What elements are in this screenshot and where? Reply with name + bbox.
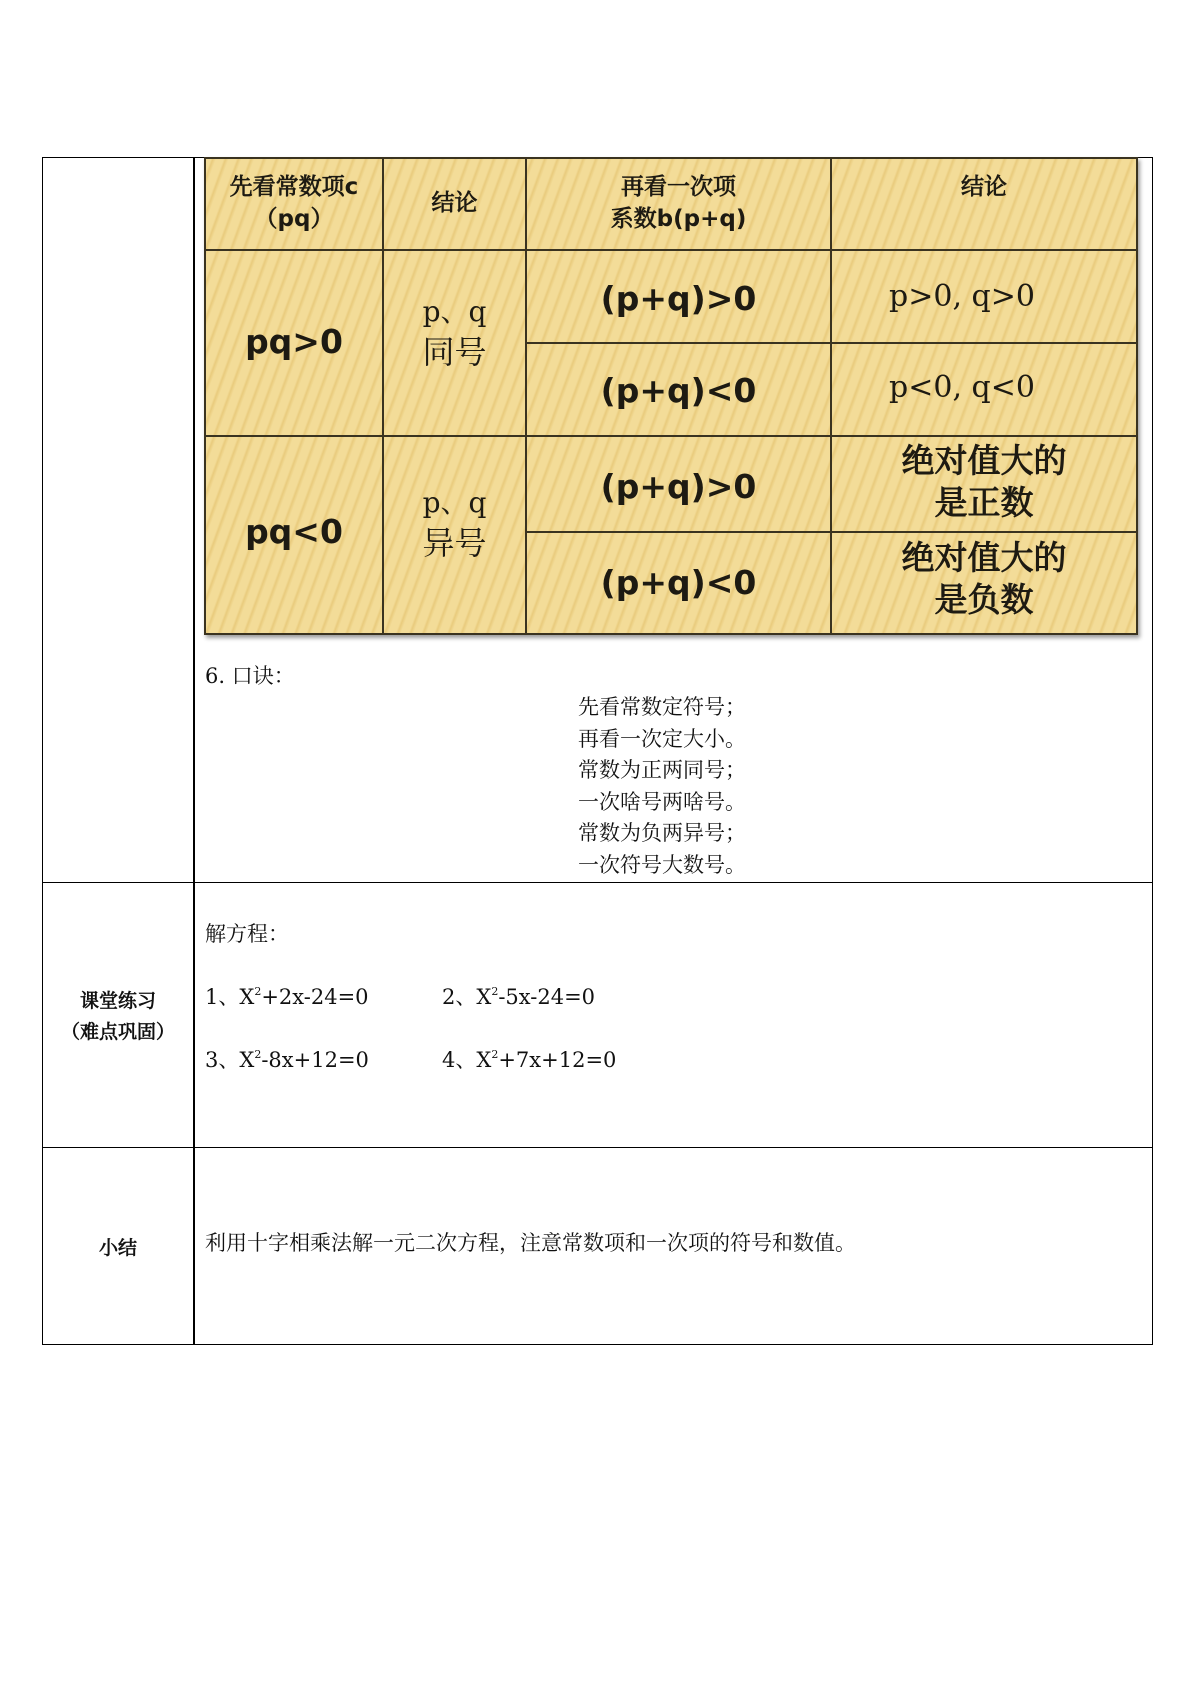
grid-line: [525, 531, 1138, 533]
header-linear-coefficient: [527, 171, 830, 235]
result-larger-abs-negative: [832, 537, 1136, 621]
rhyme-title: 6. 口诀：: [205, 664, 295, 688]
result-both-negative: p<0, q<0: [889, 370, 1035, 405]
grid-line: [204, 157, 1138, 159]
conclusion-line1: p、q: [422, 295, 487, 328]
problem-expression: +7x+12=0: [498, 1048, 617, 1072]
summary-label: [43, 1233, 193, 1264]
rhyme-lines: [578, 692, 746, 881]
header-conclusion-2: 结论: [961, 174, 1007, 200]
problem-exponent: 2: [491, 985, 499, 998]
problem-exponent: 2: [491, 1048, 499, 1061]
rhyme-line: 一次啥号两啥号。: [578, 789, 746, 814]
header-conclusion-1: 结论: [431, 190, 478, 216]
grid-line: [204, 249, 1138, 251]
grid-line: [382, 157, 384, 635]
header-constant-term-line1: 先看常数项c: [229, 174, 359, 200]
rhyme-line: 先看常数定符号；: [578, 695, 746, 719]
header-constant-term: [206, 171, 382, 235]
problem-variable: X: [476, 1048, 492, 1072]
sign-rule-table: [204, 157, 1138, 635]
practice-label-line1: 课堂练习: [79, 990, 156, 1012]
condition-pq-positive: pq>0: [245, 322, 343, 361]
problem-expression: +2x-24=0: [261, 985, 369, 1009]
problem-expression: -5x-24=0: [498, 985, 596, 1009]
problem-exponent: 2: [254, 1048, 262, 1061]
sum-positive: (p+q)>0: [600, 279, 757, 318]
rhyme-line: 一次符号大数号。: [578, 852, 746, 877]
result-line1: 绝对值大的: [901, 441, 1067, 480]
practice-problem-4: [442, 1045, 616, 1075]
problem-number: 1、: [205, 985, 240, 1009]
conclusion-line2: 同号: [422, 333, 487, 371]
grid-line: [204, 435, 1138, 437]
conclusion-same-sign: [384, 292, 525, 372]
practice-label-line2: （难点巩固）: [60, 1021, 175, 1043]
problem-variable: X: [239, 1048, 255, 1072]
result-line2: 是负数: [934, 580, 1034, 619]
condition-pq-negative: pq<0: [245, 512, 343, 551]
rhyme-line: 常数为负两异号；: [578, 821, 746, 845]
practice-problem-3: [205, 1045, 369, 1075]
problem-expression: -8x+12=0: [261, 1048, 369, 1072]
practice-problem-2: [442, 982, 595, 1012]
conclusion-line1: p、q: [422, 486, 487, 519]
problem-exponent: 2: [254, 985, 262, 998]
problem-number: 3、: [205, 1048, 240, 1072]
result-both-positive: p>0, q>0: [889, 279, 1035, 314]
conclusion-opposite-sign: [384, 483, 525, 563]
sum-positive: (p+q)>0: [600, 467, 757, 506]
rhyme-line: 常数为正两同号；: [578, 758, 746, 782]
result-line1: 绝对值大的: [901, 538, 1067, 577]
grid-line: [1136, 157, 1138, 635]
header-linear-coefficient-line1: 再看一次项: [621, 174, 736, 200]
row-divider: [43, 1147, 1152, 1148]
result-larger-abs-positive: [832, 440, 1136, 524]
result-line2: 是正数: [934, 483, 1034, 522]
conclusion-line2: 异号: [422, 524, 487, 562]
summary-label-text: 小结: [98, 1237, 137, 1259]
sum-negative: (p+q)<0: [600, 563, 757, 602]
problem-number: 2、: [442, 985, 477, 1009]
row-divider: [43, 882, 1152, 883]
grid-line: [525, 342, 1138, 344]
practice-label: [43, 986, 193, 1048]
header-linear-coefficient-line2: 系数b(p+q): [610, 206, 747, 232]
column-divider: [193, 158, 195, 1344]
grid-line: [204, 633, 1138, 635]
summary-text: 利用十字相乘法解一元二次方程，注意常数项和一次项的符号和数值。: [205, 1231, 856, 1255]
practice-problem-1: [205, 982, 369, 1012]
rhyme-line: 再看一次定大小。: [578, 726, 746, 751]
problem-number: 4、: [442, 1048, 477, 1072]
header-constant-term-line2: （pq）: [254, 206, 334, 232]
sum-negative: (p+q)<0: [600, 371, 757, 410]
problem-variable: X: [239, 985, 255, 1009]
practice-intro: 解方程：: [205, 922, 289, 946]
problem-variable: X: [476, 985, 492, 1009]
